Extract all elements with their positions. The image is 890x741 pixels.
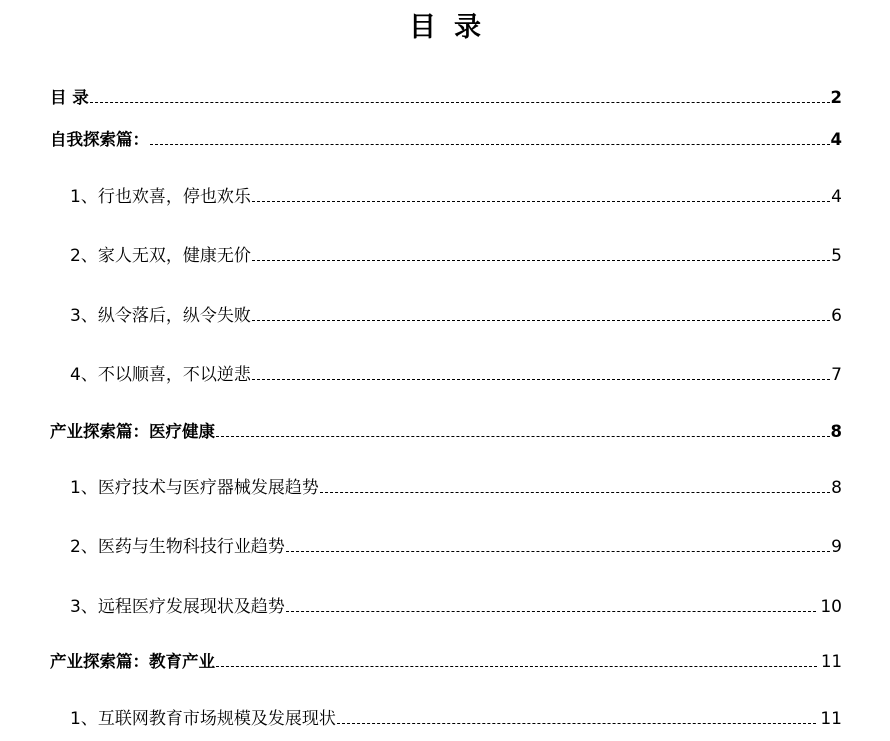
toc-entry-label: 1、医疗技术与医疗器械发展趋势: [70, 478, 319, 498]
toc-leader-dots: [320, 492, 830, 493]
toc-entry-label: 2、医药与生物科技行业趋势: [70, 537, 285, 557]
toc-entry-label: 自我探索篇：: [50, 130, 149, 149]
toc-entry-section[interactable]: [70, 535, 842, 559]
toc-entry-contents[interactable]: [50, 86, 842, 110]
toc-entry-page: 10: [820, 597, 842, 617]
toc-entry-label: 目 录: [50, 88, 89, 107]
toc-entry-label: 3、纵令落后，纵令失败: [70, 306, 251, 326]
toc-entry-label: 4、不以顺喜，不以逆悲: [70, 365, 251, 385]
toc-entry-section[interactable]: [70, 476, 842, 500]
toc-leader-dots: [286, 611, 817, 612]
toc-entry-healthcare-industry[interactable]: [50, 420, 842, 444]
toc-entry-section[interactable]: [70, 304, 842, 328]
toc-entry-section[interactable]: [70, 185, 842, 209]
toc-entry-page: 4: [831, 187, 842, 207]
toc-entry-label: 产业探索篇：教育产业: [50, 652, 215, 671]
toc-entry-label: 3、远程医疗发展现状及趋势: [70, 597, 285, 617]
document-title: 目录: [409, 12, 499, 43]
toc-entry-page: 2: [830, 88, 842, 107]
toc-leader-dots: [252, 260, 830, 261]
toc-leader-dots: [337, 723, 817, 724]
toc-leader-dots: [216, 436, 830, 437]
toc-entry-label: 产业探索篇：医疗健康: [50, 422, 215, 441]
toc-entry-page: 5: [831, 246, 842, 266]
toc-entry-section[interactable]: [70, 244, 842, 268]
toc-leader-dots: [90, 102, 830, 103]
toc-entry-page: 4: [830, 130, 842, 149]
toc-entry-page: 8: [830, 422, 842, 441]
toc-entry-label: 1、行也欢喜，停也欢乐: [70, 187, 251, 207]
toc-entry-page: 6: [831, 306, 842, 326]
toc-entry-section[interactable]: [70, 363, 842, 387]
toc-leader-dots: [252, 379, 830, 380]
toc-entry-label: 1、互联网教育市场规模及发展现状: [70, 709, 336, 729]
toc-leader-dots: [150, 144, 830, 145]
toc-leader-dots: [252, 201, 830, 202]
toc-entry-label: 2、家人无双，健康无价: [70, 246, 251, 266]
toc-entry-page: 8: [831, 478, 842, 498]
toc-entry-self-exploration[interactable]: [50, 128, 842, 152]
toc-entry-section[interactable]: [70, 595, 842, 619]
toc-entry-section[interactable]: [70, 707, 842, 731]
toc-entry-page: 11: [821, 652, 842, 671]
toc-leader-dots: [252, 320, 830, 321]
toc-leader-dots: [216, 666, 817, 667]
toc-entry-education-industry[interactable]: [50, 650, 842, 674]
toc-entry-page: 9: [831, 537, 842, 557]
toc-leader-dots: [286, 551, 830, 552]
toc-entry-page: 7: [831, 365, 842, 385]
toc-entry-page: 11: [820, 709, 842, 729]
